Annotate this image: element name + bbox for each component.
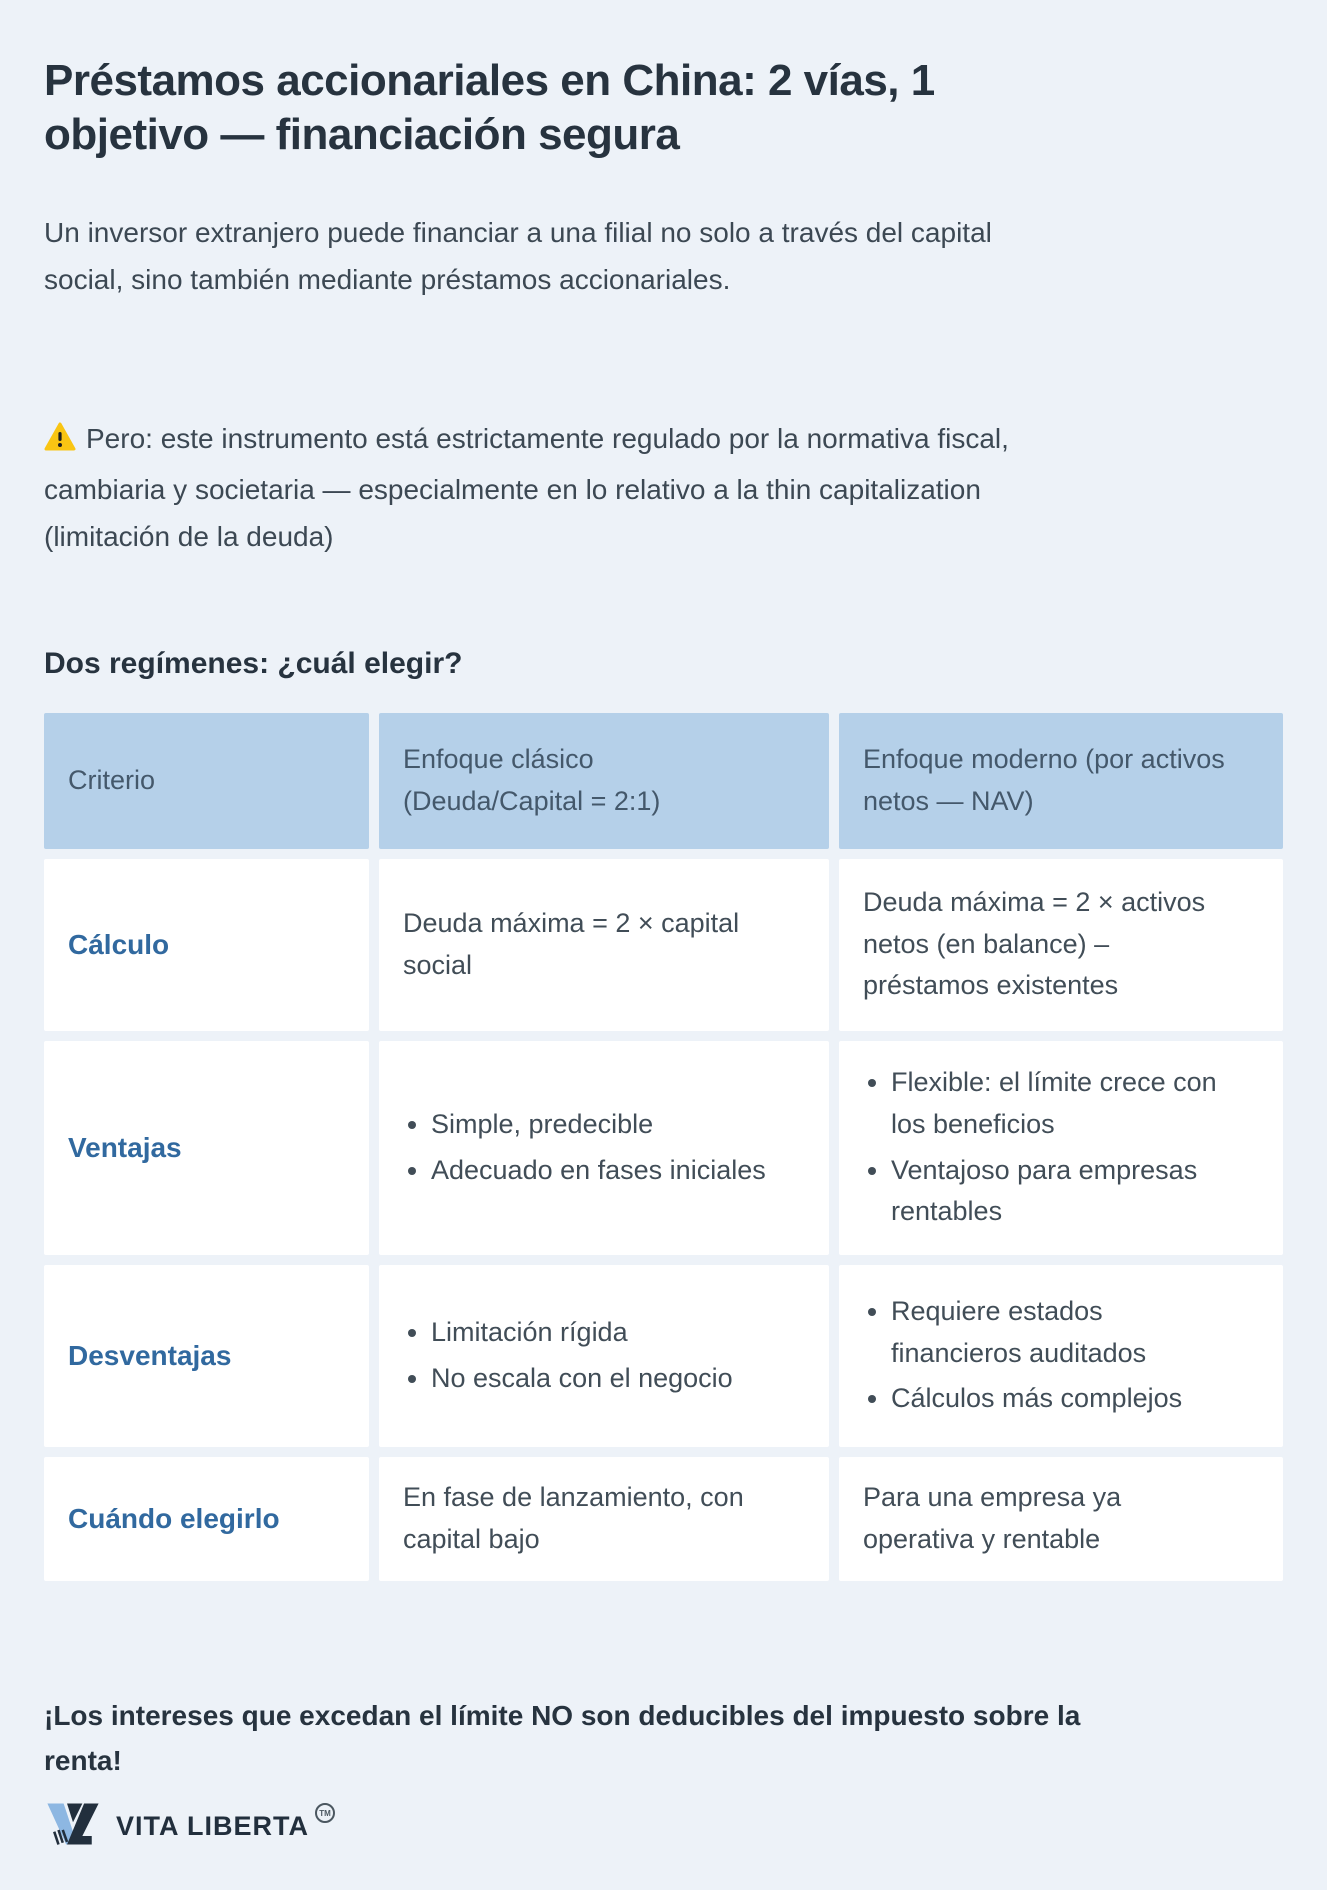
header-label: Enfoque clásico (Deuda/Capital = 2:1) [403,743,661,816]
bullet-item: • No escala con el negocio [431,1358,733,1400]
cell-ventajas-moderno [839,1041,1283,1255]
bullet-list [863,1062,1228,1233]
cell-cuando-moderno [839,1457,1283,1581]
row-label-cell [44,1265,369,1447]
cell-text: Deuda máxima = 2 × activos netos (en balance) – préstamos existentes [863,886,1206,1001]
row-label: Cuándo elegirlo [68,1502,280,1534]
vita-liberta-logo [44,1801,102,1852]
warning-text: Pero: este instrumento está estrictamente regulado por la normativa fiscal, cambiaria y societaria — especialmente en lo relativo a la thin capitalization (limitación de la deuda) [44,423,1009,553]
section-heading: Dos regímenes: ¿cuál elegir? [44,646,463,680]
comparison-table [44,713,1283,1581]
bullet-item: • Adecuado en fases iniciales [431,1150,766,1192]
footer-note: ¡Los intereses que excedan el límite NO son deducibles del impuesto sobre la renta! [44,1699,1081,1776]
cell-ventajas-clasico [379,1041,829,1255]
cell-desventajas-clasico [379,1265,829,1447]
bullet-item: • Requiere estados financieros auditados [891,1291,1228,1375]
bullet-item: • Cálculos más complejos [891,1378,1228,1420]
row-label: Cálculo [68,928,170,960]
header-label: Criterio [68,764,156,795]
bullet-list [403,1104,766,1192]
table-row-calculo [44,859,1283,1031]
brand-name [116,1808,335,1842]
header-cell-enfoque-moderno [839,713,1283,849]
cell-text: Para una empresa ya operativa y rentable [863,1481,1122,1554]
bullet-list [863,1291,1228,1421]
table-row-cuando-elegirlo [44,1457,1283,1581]
cell-calculo-clasico [379,859,829,1031]
row-label-cell [44,1457,369,1581]
brand-wordmark: VITA LIBERTA [116,1811,309,1842]
bullet-item: • Simple, predecible [431,1104,766,1146]
cell-cuando-clasico [379,1457,829,1581]
bullet-item: • Flexible: el límite crece con los beneficios [891,1062,1228,1146]
table-header-row [44,713,1283,849]
row-label-cell [44,1041,369,1255]
table-row-desventajas [44,1265,1283,1447]
bullet-list [403,1312,733,1400]
row-label-cell [44,859,369,1031]
row-label: Desventajas [68,1339,232,1371]
trademark-badge: TM [315,1803,335,1823]
warning-paragraph [44,415,1054,560]
row-label: Ventajas [68,1131,182,1163]
header-cell-enfoque-clasico [379,713,829,849]
cell-text: Deuda máxima = 2 × capital social [403,907,740,980]
cell-calculo-moderno [839,859,1283,1031]
cell-desventajas-moderno [839,1265,1283,1447]
table-row-ventajas [44,1041,1283,1255]
bullet-item: • Limitación rígida [431,1312,733,1354]
warning-triangle-icon [44,419,76,466]
intro-paragraph: Un inversor extranjero puede financiar a una filial no solo a través del capital social, sino también mediante préstamos accionariales. [44,217,992,296]
header-label: Enfoque moderno (por activos netos — NAV) [863,743,1225,816]
brand-footer [44,1801,1283,1852]
page-title: Préstamos accionariales en China: 2 vías, 1 objetivo — financiación segura [44,56,935,159]
bullet-item: • Ventajoso para empresas rentables [891,1150,1228,1234]
header-cell-criterio [44,713,369,849]
cell-text: En fase de lanzamiento, con capital bajo [403,1481,744,1554]
